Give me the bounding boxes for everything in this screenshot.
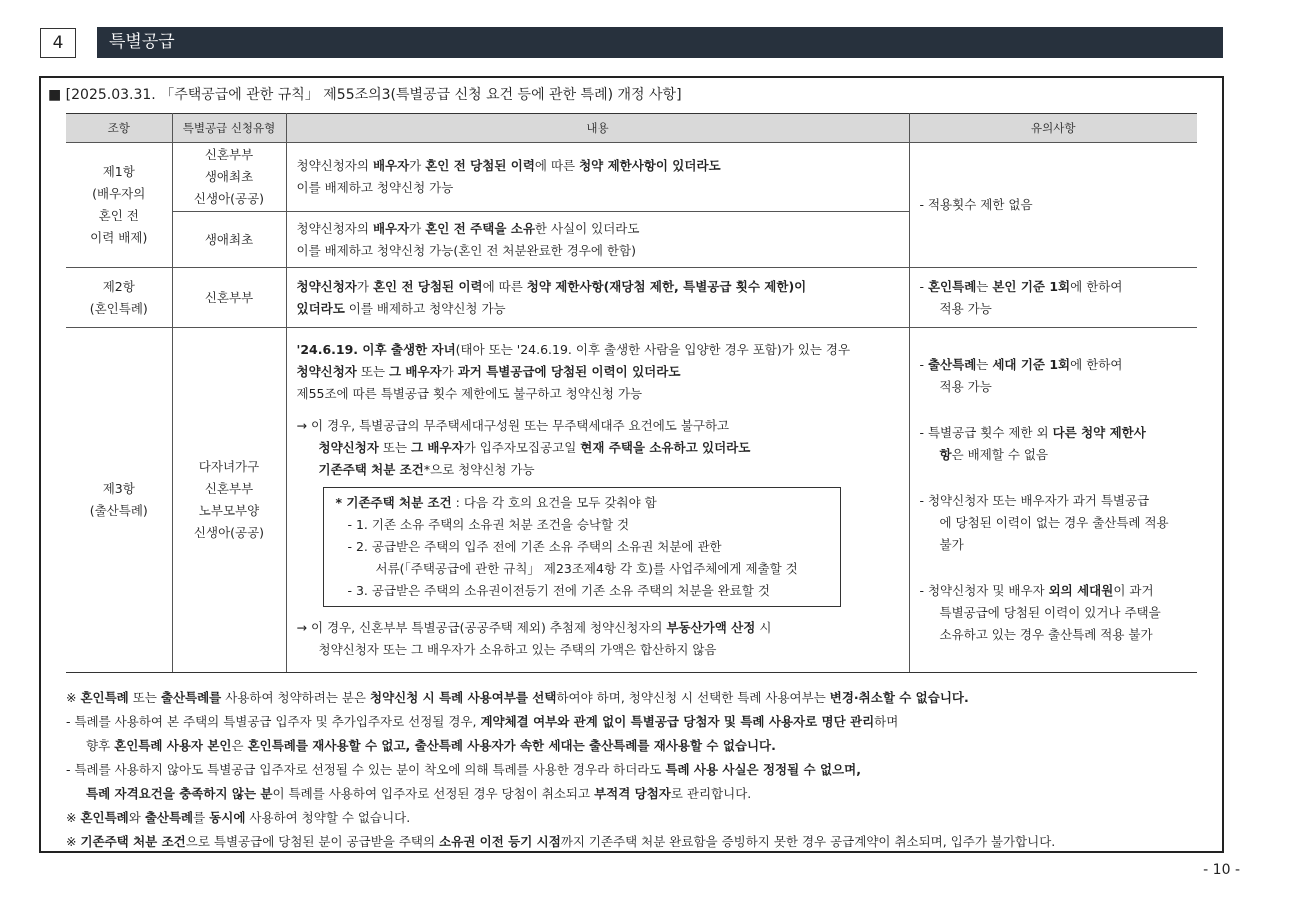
table-row <box>66 268 1197 328</box>
text: 다른 청약 제한사 <box>1052 425 1146 440</box>
text: 가 <box>441 364 458 379</box>
text: 청약 제한사항(재당첨 제한, 특별공급 횟수 제한)이 <box>526 278 807 294</box>
clause-2 <box>66 268 172 328</box>
text: 에 따른 <box>482 278 527 294</box>
footnote-line <box>66 830 1206 854</box>
note-line: 특별공급에 당첨된 이력이 있거나 주택을 <box>939 605 1161 620</box>
note-line <box>920 580 1188 602</box>
text: 혼인 전 당첨된 이력 <box>425 158 535 173</box>
text: 를 <box>193 810 210 825</box>
content-line: 제55조에 따른 특별공급 횟수 제한에도 불구하고 청약신청 가능 <box>296 386 643 401</box>
content-line <box>297 361 899 383</box>
table-row <box>66 328 1197 673</box>
text: 청약신청자 <box>318 440 379 455</box>
text: 항 <box>939 447 952 462</box>
box-line: - 3. 공급받은 주택의 소유권이전등기 전에 기존 소유 주택의 처분을 완료할 것 <box>347 583 770 598</box>
text: → 이 경우, 신혼부부 특별공급(공공주택 제외) 추첨제 청약신청자의 <box>296 620 667 635</box>
section-title: 특별공급 <box>97 27 1223 58</box>
text: 있더라도 <box>296 300 345 316</box>
section-number: 4 <box>40 28 76 58</box>
content-line: 이를 배제하고 청약신청 가능 <box>296 180 454 195</box>
text: 출산특례 <box>144 810 194 825</box>
text: 또는 <box>378 440 411 455</box>
text: 향후 <box>86 738 115 753</box>
footnote-line <box>66 782 1206 806</box>
footnotes <box>66 686 1206 854</box>
footnote-line <box>66 758 1206 782</box>
clause-line: 제3항 <box>102 481 135 496</box>
text: 계약체결 여부와 관계 없이 특별공급 당첨자 및 특례 사용자로 명단 관리 <box>480 714 875 729</box>
text: 외의 세대원 <box>1048 583 1114 598</box>
text: 청약신청자의 <box>296 220 373 236</box>
text: 가 입주자모집공고일 <box>463 440 581 455</box>
content-line <box>297 298 899 320</box>
content-line <box>297 155 899 177</box>
text: 또는 <box>356 364 389 379</box>
note-line: 소유하고 있는 경우 출산특례 적용 불가 <box>939 627 1153 642</box>
text: 에 한하여 <box>1070 357 1123 372</box>
clause-line: 제1항 <box>102 164 135 179</box>
text: 특례 사용 사실은 정정될 수 없으며, <box>665 762 861 777</box>
clause-3 <box>66 328 172 673</box>
text: 또는 <box>128 690 161 705</box>
text: ※ <box>66 810 81 825</box>
text: 가 <box>409 220 426 236</box>
text: ※ <box>66 834 81 849</box>
footnote-line <box>66 686 1206 710</box>
text: 으로 특별공급에 당첨된 분이 공급받을 주택의 <box>185 834 440 849</box>
type-line: 신혼부부 <box>204 481 254 496</box>
text: '24.6.19. 이후 출생한 자녀 <box>296 342 456 357</box>
text: 가 <box>356 278 373 294</box>
text: 부동산가액 산정 <box>666 620 756 635</box>
note-line <box>920 276 1188 298</box>
text: 는 <box>976 357 993 372</box>
type-1b: 생애최초 <box>172 212 286 268</box>
table-heading: ■ [2025.03.31. 「주택공급에 관한 규칙」 제55조의3(특별공급 신청 요건 등에 관한 특례) 개정 사항] <box>48 87 682 103</box>
content-line <box>297 459 899 481</box>
text: 혼인특례 <box>80 690 129 705</box>
type-line: 노부모부양 <box>198 503 260 518</box>
clause-line: (배우자의 <box>92 186 146 201</box>
note-2 <box>909 268 1197 328</box>
text: : 다음 각 호의 요건을 모두 갖춰야 함 <box>451 495 657 510</box>
type-line: 신생아(공공) <box>193 191 265 206</box>
note-line <box>920 354 1188 376</box>
text: 출산특례를 <box>160 690 222 705</box>
content-3 <box>286 328 909 673</box>
content-line <box>297 617 899 639</box>
text: 사용하여 청약할 수 없습니다. <box>245 810 411 825</box>
text: 사용하여 청약하려는 분은 <box>221 690 370 705</box>
text: 기존주택 처분 조건 <box>80 834 186 849</box>
clause-line: 혼인 전 <box>98 208 139 223</box>
text: 기존주택 처분 조건 <box>318 462 424 477</box>
text: 청약신청자 <box>296 278 357 294</box>
type-line: 신생아(공공) <box>193 525 265 540</box>
type-line: 신혼부부 <box>204 147 254 162</box>
content-line <box>297 437 899 459</box>
note-line: 에 당첨된 이력이 없는 경우 출산특례 적용 <box>939 515 1169 530</box>
text: 그 배우자 <box>411 440 464 455</box>
text: 이 과거 <box>1113 583 1154 598</box>
text: ※ <box>66 690 81 705</box>
text: * 기존주택 처분 조건 <box>335 495 452 510</box>
content-1b <box>286 212 909 268</box>
content-line <box>297 276 899 298</box>
disposal-condition-box <box>323 487 841 607</box>
page-number: - 10 - <box>1203 862 1240 878</box>
type-line: 생애최초 <box>204 169 254 184</box>
text: 하며 <box>874 714 899 729</box>
text: 시 <box>755 620 772 635</box>
content-line: → 이 경우, 특별공급의 무주택세대구성원 또는 무주택세대주 요건에도 불구하고 <box>296 418 730 433</box>
clause-line: 제2항 <box>102 278 135 294</box>
text: 부적격 당첨자 <box>594 786 671 801</box>
footnote-line <box>66 806 1206 830</box>
text: 소유권 이전 등기 시점 <box>439 834 561 849</box>
note-line: 적용 가능 <box>939 300 992 316</box>
text: 혼인특례 <box>80 810 129 825</box>
text: 청약신청 시 특례 사용여부를 선택 <box>370 690 557 705</box>
text: 한 사실이 있더라도 <box>534 220 640 236</box>
table-row <box>66 143 1197 212</box>
text: *으로 청약신청 가능 <box>423 462 535 477</box>
text: 과거 특별공급에 당첨된 이력이 있더라도 <box>457 364 681 379</box>
text: 이를 배제하고 청약신청 가능 <box>344 300 506 316</box>
header-type: 특별공급 신청유형 <box>172 114 286 143</box>
text: - <box>919 278 928 294</box>
type-1a <box>172 143 286 212</box>
clause-line: 이력 배제) <box>90 230 148 245</box>
clause-1 <box>66 143 172 268</box>
text: 하여야 하며, 청약신청 시 선택한 특례 사용여부는 <box>556 690 830 705</box>
content-1a <box>286 143 909 212</box>
note-line <box>920 422 1188 444</box>
text: 에 한하여 <box>1070 278 1123 294</box>
text: - 청약신청자 및 배우자 <box>919 583 1049 598</box>
text: 이 특례를 사용하여 입주자로 선정된 경우 당첨이 취소되고 <box>272 786 595 801</box>
box-line: - 1. 기존 소유 주택의 소유권 처분 조건을 승낙할 것 <box>347 517 630 532</box>
table-header-row <box>66 114 1197 143</box>
note-line <box>920 444 1188 466</box>
text: 혼인특례를 재사용할 수 없고, 출산특례 사용자가 속한 세대는 출산특례를 재사용할 수 없습니다. <box>247 738 776 753</box>
text: 청약신청자의 <box>296 158 373 173</box>
text: 는 <box>976 278 993 294</box>
content-2 <box>286 268 909 328</box>
text: 까지 기존주택 처분 완료함을 증빙하지 못한 경우 공급계약이 취소되며, 입주가 불가합니다. <box>560 834 1056 849</box>
text: 혼인 전 당첨된 이력 <box>372 278 483 294</box>
text: 배우자 <box>372 220 410 236</box>
header-clause: 조항 <box>66 114 172 143</box>
note-line: 불가 <box>939 537 964 552</box>
footnote-line <box>66 710 1206 734</box>
box-line: 서류(「주택공급에 관한 규칙」 제23조제4항 각 호)를 사업주체에게 제출할 것 <box>375 561 798 576</box>
type-line: 다자녀가구 <box>198 459 260 474</box>
text: 세대 기준 1회 <box>992 357 1071 372</box>
text: 특례 자격요건을 충족하지 않는 분 <box>86 786 273 801</box>
text: 출산특례 <box>927 357 977 372</box>
note-1: - 적용횟수 제한 없음 <box>909 143 1197 268</box>
text: 혼인 전 주택을 소유 <box>425 220 535 236</box>
clause-line: (출산특례) <box>89 503 148 518</box>
text: 청약 제한사항이 있더라도 <box>579 158 721 173</box>
text: (태아 또는 '24.6.19. 이후 출생한 사람을 입양한 경우 포함)가 있는 경우 <box>455 342 851 357</box>
note-line: 적용 가능 <box>939 379 992 394</box>
content-line <box>297 218 899 240</box>
header-content: 내용 <box>286 114 909 143</box>
header-note: 유의사항 <box>909 114 1197 143</box>
text: 배우자 <box>372 158 410 173</box>
box-line <box>336 492 828 514</box>
text: 혼인특례 사용자 본인 <box>114 738 232 753</box>
note-3 <box>909 328 1197 673</box>
clause-line: (혼인특례) <box>89 300 148 316</box>
content-line: 청약신청자 또는 그 배우자가 소유하고 있는 주택의 가액은 합산하지 않음 <box>318 642 717 657</box>
text: 은 배제할 수 없음 <box>951 447 1049 462</box>
text: 혼인특례 <box>927 278 977 294</box>
text: 그 배우자 <box>389 364 442 379</box>
type-2: 신혼부부 <box>172 268 286 328</box>
text: 로 관리합니다. <box>670 786 752 801</box>
text: 은 <box>231 738 248 753</box>
content-line <box>297 339 899 361</box>
text: 청약신청자 <box>296 364 357 379</box>
text: 동시에 <box>209 810 246 825</box>
text: 가 <box>409 158 426 173</box>
text: 에 따른 <box>534 158 580 173</box>
text: 와 <box>128 810 145 825</box>
text: 변경·취소할 수 없습니다. <box>829 690 969 705</box>
text: 현재 주택을 소유하고 있더라도 <box>580 440 751 455</box>
text: - 특례를 사용하여 본 주택의 특별공급 입주자 및 추가입주자로 선정될 경우, <box>66 714 481 729</box>
footnote-line <box>66 734 1206 758</box>
text: - 특례를 사용하지 않아도 특별공급 입주자로 선정될 수 있는 분이 착오에 의해 특례를 사용한 경우라 하더라도 <box>66 762 666 777</box>
text: 본인 기준 1회 <box>992 278 1071 294</box>
special-supply-table <box>66 113 1197 673</box>
note-line: - 청약신청자 또는 배우자가 과거 특별공급 <box>919 493 1150 508</box>
text: - 특별공급 횟수 제한 외 <box>919 425 1053 440</box>
type-3 <box>172 328 286 673</box>
text: - <box>919 357 928 372</box>
box-line: - 2. 공급받은 주택의 입주 전에 기존 소유 주택의 소유권 처분에 관한 <box>347 539 722 554</box>
content-line: 이를 배제하고 청약신청 가능(혼인 전 처분완료한 경우에 한함) <box>296 242 636 258</box>
